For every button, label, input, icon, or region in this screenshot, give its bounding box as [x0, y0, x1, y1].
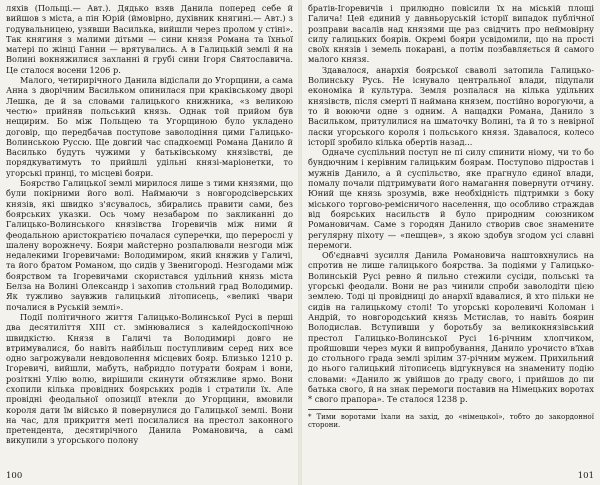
left-paragraph-2: Малого, четирирічного Данила відіслали до Угорщини, а сама Анна з дворічним Васильком опинилася при краківському дворі Лешка, де й за словами галицького книжника, «з великою честю» прийняв польський князь. Однак той прийом був нещирим. Бо між Польщею та Угорщиною було укладено договір, що передбачав поступове заволодіння цими Галицько-Волинською Руссю. Ще довгий час спадкоємці Романа Данило й Василько будуть чужими у батьківському князівстві, де порядкуватимуть то прийшлі удільні князі-маріонетки, то угорські принці, то місцеві бояри.	[6, 75, 293, 178]
left-paragraph-4: Події політичного життя Галицько-Волинської Русі в перші два десятиліття XIII ст. змінювалися з калейдоскопічною швидкістю. Князя в Галичі та Володимирі довго не втримувалися, бо навіть найбільш поступливим серед них все одно загрожували невдоволення місцевих бояр. Близько 1210 р. Ігоревичі, вийшли, мабуть, набридло потурати боярам і вони, розіткні Улію волю, вирішили скинути обтяжливе ярмо. Вони схопили кілька провідних боярських родів і стратили їх. Але провідні феодальної опозиції втекли до Угорщини, вмовили короля дати їм військо й повернулися до Галицької землі. Вони на час, для прикриття меті посилалися на престол законного претендента, десятирічного Данила Романовича, а самі викупили з угорського полону	[6, 311, 293, 446]
right-page-number: 101	[577, 471, 594, 481]
left-page-number: 100	[6, 471, 23, 481]
right-paragraph-1: братів-Ігоревичів і прилюдно повісили їх на міській площі Галича! Цей єдиний у давньоруській історії випадок публічної розправи васалів над князями ще раз свідчить про неймовірну силу галицьких боярів. Окремі бояри усвідомили, що на прості своїх князів і земель покарані, а потім позбавляється й самого малого князя.	[308, 3, 594, 65]
left-paragraph-3: Боярство Галицької землі мирилося лише з тими князями, що були покірними його волі. Наймаючи з новгородсіверських князів, які швидко з'ясувалось, збирались правити сами, без боярських указки. Ось чому незабаром по закликанні до Галицько-Волинського князівства Ігоревичів між ними й феодальною аристократією почалася суперечки, що перерослі у шалену ворожнечу. Бояри майстерно розпалювали незгоди між недалекими Ігоревичами: Володимиром, який княжив у Галичі, та його братом Романом, що сидів у Звенигороді. Незгодами між боярством та Ігоревичами скористався удільний князь міста Белза на Волині Олександр і захопив стольний град Володимир. Як тужливо заувжив галицький літописець, «великі чвари почалися в Руській землі».	[6, 178, 293, 312]
right-paragraph-3: Одначе суспільний поступ не пі силу спинити ніому, чи то бо бундючним і керівним галицьким боярам. Поступово підростав і мужнів Данило, а й суспільство, яке прагнуло єдиної влади, помалу почали підтримувати його намагання повернути отчину. Юний ще князь зрозумів, вже необхідність підтримки з боку міського торгово-ремісничого населення, що особливо страждав від боярських насильств й було природним союзником Романовичам. Саме з городян Данило створив своє знамените регулярну піхоту — «пешцев», з якою здобув згодом усі славні перемоги.	[308, 147, 594, 250]
footnote: * Тими воротами їхали на захід, до «німецької», тобто до закордонної сторони.	[308, 412, 594, 430]
footnote-divider	[308, 409, 378, 410]
left-paragraph-1: ляхів (Польщі.— Авт.). Дядько взяв Данила поперед себе й вийшов з міста, а пін Юрій (ймовірно, духівник княгині.— Авт.) з годувальницею, узявши Василька, вийшли через пролом у стіні». Так княгиня з малими дітьми — сини князя Романа та їхньої матері по жінці Ганни — врятувались. А в Галицькій землі й на Волині вокняжилися захланні й грубі сини Ігоря Святославича. Це сталося восени 1206 р.	[6, 3, 293, 75]
right-paragraph-4: Об'єднавчі зусилля Данила Романовича наштовхнулись на спротив не лише галицького боярства. За подіями у Галицько-Волинській Русі ревно й пильно стежили сусіди, польські та угорські феодали. Вони не раз чинили спроби заволодіти цією землею. Тоді ці провідниці до анархії вдавалися, й хто пільки не сидів на галицькому столі! То угорські королевичі Коломан і Андрій, то новгородський князь Мстислав, то навіть боярин Володислав. Вступивши у боротьбу за великокнязівський престол Галицько-Волинської Русі 16-річним хлопчиком, пройшовши через муки й випробування, Данило урочисто в'їхав до стольного града землі зрілим 37-річним мужем. Прихильний до нього галицький літописець відгукнувся на знамениту подію словами: «Данило ж увійшов до граду свого, і прийшов до пи батька свого, й на знак перемоги поставив на Німецьких воротах * свого прапора». Те сталося 1238 р.	[308, 250, 594, 405]
right-page	[300, 0, 600, 485]
right-paragraph-2: Здавалося, анархія боярської сваволі затопила Галицько-Волинську Русь. Не існувало центральної влади, підупали економіка й культура. Земля розпалася на кілька удільних князівств, після смерті її наймана князем, постійно ворогуючи, а то й воюючи одне з одним. А нащадки Романа, Данило з Васильком, притулилися на шматочку Волині, та й то з невірної ласки угорського короля і польського князя. Здавалося, колесо історії зробило кілька обертів назад...	[308, 64, 594, 147]
